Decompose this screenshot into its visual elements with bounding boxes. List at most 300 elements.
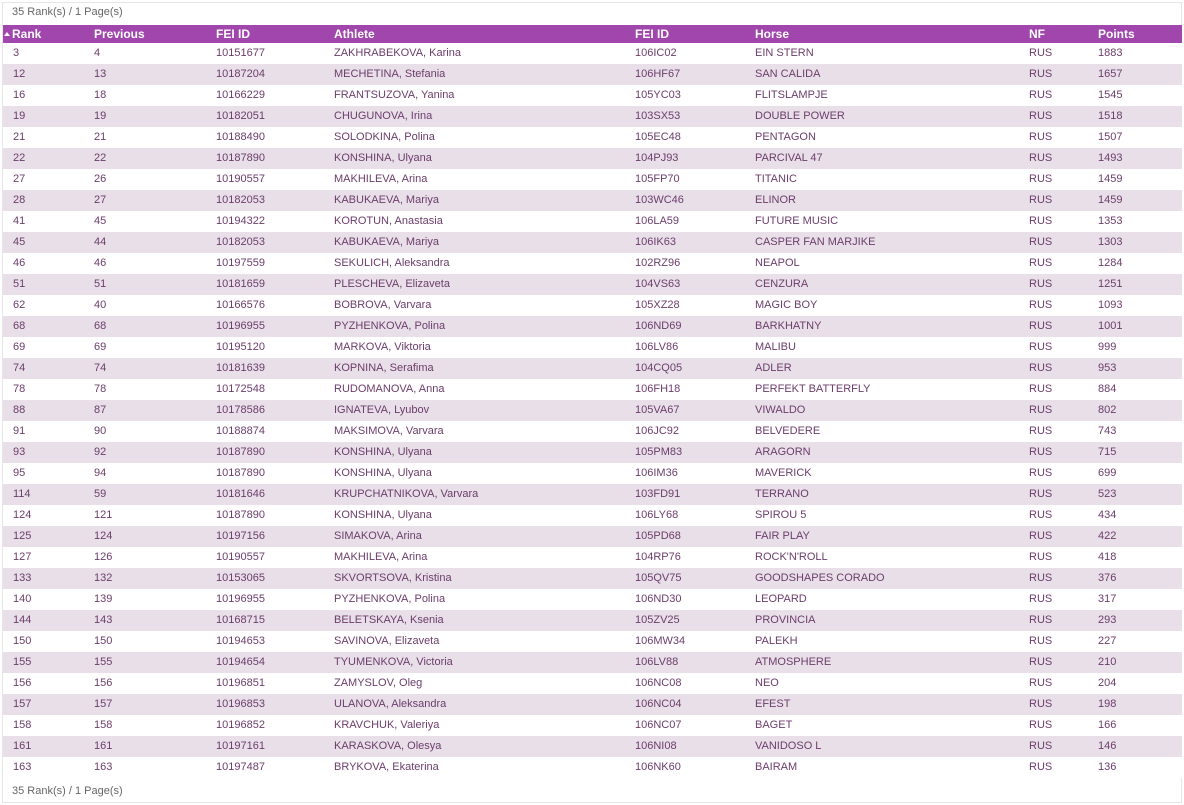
cell-horse-fei-id[interactable]: 105VA67	[635, 404, 680, 416]
table-row[interactable]	[3, 400, 1182, 421]
cell-rank: 27	[13, 173, 26, 185]
cell-horse[interactable]: BARKHATNY	[755, 320, 822, 332]
cell-horse[interactable]: LEOPARD	[755, 593, 807, 605]
cell-points: 1303	[1098, 236, 1123, 248]
cell-athlete-fei-id[interactable]: 10182053	[216, 236, 265, 248]
cell-previous: 132	[94, 572, 113, 584]
cell-points: 1284	[1098, 257, 1123, 269]
column-header-horse[interactable]: Horse	[755, 27, 790, 41]
cell-previous: 59	[94, 488, 107, 500]
cell-athlete-fei-id[interactable]: 10153065	[216, 572, 265, 584]
cell-athlete-fei-id[interactable]: 10187890	[216, 446, 265, 458]
cell-athlete-fei-id[interactable]: 10178586	[216, 404, 265, 416]
cell-rank: 156	[13, 677, 32, 689]
cell-athlete-fei-id[interactable]: 10194322	[216, 215, 265, 227]
table-row[interactable]	[3, 43, 1182, 64]
table-row[interactable]	[3, 274, 1182, 295]
cell-nf: RUS	[1029, 68, 1053, 80]
cell-horse[interactable]: PERFEKT BATTERFLY	[755, 383, 871, 395]
table-row[interactable]	[3, 316, 1182, 337]
cell-athlete[interactable]: FRANTSUZOVA, Yanina	[334, 89, 455, 101]
cell-horse-fei-id[interactable]: 106LY68	[635, 509, 679, 521]
cell-nf: RUS	[1029, 299, 1053, 311]
cell-nf: RUS	[1029, 740, 1053, 752]
table-row[interactable]	[3, 736, 1182, 757]
cell-athlete[interactable]: SIMAKOVA, Arina	[334, 530, 422, 542]
cell-horse-fei-id[interactable]: 103FD91	[635, 488, 681, 500]
cell-athlete[interactable]: KARASKOVA, Olesya	[334, 740, 442, 752]
cell-previous: 158	[94, 719, 113, 731]
column-header-points[interactable]: Points	[1098, 27, 1135, 41]
cell-nf: RUS	[1029, 257, 1053, 269]
cell-horse-fei-id[interactable]: 105QV75	[635, 572, 682, 584]
cell-points: 1518	[1098, 110, 1123, 122]
cell-nf: RUS	[1029, 551, 1053, 563]
table-row[interactable]	[3, 295, 1182, 316]
cell-nf: RUS	[1029, 488, 1053, 500]
cell-horse[interactable]: VANIDOSO L	[755, 740, 822, 752]
cell-athlete[interactable]: KABUKAEVA, Mariya	[334, 194, 439, 206]
cell-previous: 121	[94, 509, 113, 521]
cell-nf: RUS	[1029, 719, 1053, 731]
cell-horse-fei-id[interactable]: 105PM83	[635, 446, 683, 458]
cell-athlete-fei-id[interactable]: 10196851	[216, 677, 265, 689]
table-row[interactable]	[3, 190, 1182, 211]
cell-nf: RUS	[1029, 614, 1053, 626]
cell-horse[interactable]: SPIROU 5	[755, 509, 807, 521]
cell-athlete-fei-id[interactable]: 10187890	[216, 467, 265, 479]
cell-athlete[interactable]: SKVORTSOVA, Kristina	[334, 572, 452, 584]
cell-horse-fei-id[interactable]: 106NI08	[635, 740, 677, 752]
cell-athlete[interactable]: MAKSIMOVA, Varvara	[334, 425, 444, 437]
cell-previous: 155	[94, 656, 113, 668]
cell-horse-fei-id[interactable]: 106JC92	[635, 425, 680, 437]
cell-previous: 94	[94, 467, 107, 479]
table-row[interactable]	[3, 421, 1182, 442]
table-row[interactable]	[3, 442, 1182, 463]
table-row[interactable]	[3, 64, 1182, 85]
cell-athlete[interactable]: KABUKAEVA, Mariya	[334, 236, 439, 248]
cell-previous: 19	[94, 110, 107, 122]
cell-horse-fei-id[interactable]: 106LV86	[635, 341, 679, 353]
cell-athlete-fei-id[interactable]: 10195120	[216, 341, 265, 353]
table-row[interactable]	[3, 505, 1182, 526]
cell-nf: RUS	[1029, 530, 1053, 542]
cell-athlete-fei-id[interactable]: 10187890	[216, 152, 265, 164]
cell-nf: RUS	[1029, 425, 1053, 437]
column-header-label: Rank	[12, 27, 42, 41]
cell-athlete[interactable]: KRAVCHUK, Valeriya	[334, 719, 440, 731]
cell-athlete-fei-id[interactable]: 10197156	[216, 530, 265, 542]
sort-ascending-icon[interactable]	[4, 32, 10, 36]
cell-nf: RUS	[1029, 341, 1053, 353]
cell-athlete-fei-id[interactable]: 10182053	[216, 194, 265, 206]
cell-nf: RUS	[1029, 509, 1053, 521]
cell-athlete[interactable]: ZAMYSLOV, Oleg	[334, 677, 423, 689]
cell-rank: 158	[13, 719, 32, 731]
cell-nf: RUS	[1029, 215, 1053, 227]
cell-points: 715	[1098, 446, 1117, 458]
cell-rank: 140	[13, 593, 32, 605]
table-row[interactable]	[3, 379, 1182, 400]
cell-athlete[interactable]: MARKOVA, Viktoria	[334, 341, 431, 353]
cell-rank: 88	[13, 404, 26, 416]
cell-athlete[interactable]: SAVINOVA, Elizaveta	[334, 635, 440, 647]
cell-previous: 157	[94, 698, 113, 710]
cell-points: 1883	[1098, 47, 1123, 59]
cell-horse-fei-id[interactable]: 106MW34	[635, 635, 686, 647]
cell-horse-fei-id[interactable]: 106LV88	[635, 656, 679, 668]
cell-horse[interactable]: FLITSLAMPJE	[755, 89, 828, 101]
cell-horse-fei-id[interactable]: 105FP70	[635, 173, 680, 185]
table-row[interactable]	[3, 337, 1182, 358]
cell-horse-fei-id[interactable]: 102RZ96	[635, 257, 681, 269]
cell-points: 1459	[1098, 173, 1123, 185]
cell-horse-fei-id[interactable]: 105YC03	[635, 89, 681, 101]
cell-horse[interactable]: PALEKH	[755, 635, 798, 647]
table-row[interactable]	[3, 127, 1182, 148]
cell-horse-fei-id[interactable]: 106IK63	[635, 236, 676, 248]
cell-rank: 93	[13, 446, 26, 458]
cell-athlete-fei-id[interactable]: 10166576	[216, 299, 265, 311]
table-row[interactable]	[3, 694, 1182, 715]
cell-points: 204	[1098, 677, 1117, 689]
cell-horse[interactable]: GOODSHAPES CORADO	[755, 572, 885, 584]
cell-athlete-fei-id[interactable]: 10197487	[216, 761, 265, 773]
cell-horse[interactable]: VIWALDO	[755, 404, 806, 416]
table-row[interactable]	[3, 484, 1182, 505]
cell-rank: 68	[13, 320, 26, 332]
cell-horse-fei-id[interactable]: 106NC07	[635, 719, 682, 731]
cell-athlete[interactable]: IGNATEVA, Lyubov	[334, 404, 430, 416]
column-header-athlete[interactable]: Athlete	[334, 27, 375, 41]
cell-rank: 78	[13, 383, 26, 395]
cell-horse-fei-id[interactable]: 106ND30	[635, 593, 682, 605]
cell-previous: 27	[94, 194, 107, 206]
cell-points: 802	[1098, 404, 1117, 416]
cell-points: 136	[1098, 761, 1117, 773]
cell-rank: 3	[13, 47, 20, 59]
table-row[interactable]	[3, 673, 1182, 694]
table-row[interactable]	[3, 463, 1182, 484]
ranking-table	[3, 25, 1182, 778]
cell-horse[interactable]: DOUBLE POWER	[755, 110, 845, 122]
table-row[interactable]	[3, 169, 1182, 190]
cell-horse[interactable]: EIN STERN	[755, 47, 814, 59]
table-row[interactable]	[3, 526, 1182, 547]
cell-horse[interactable]: BAIRAM	[755, 761, 798, 773]
cell-athlete-fei-id[interactable]: 10168715	[216, 614, 265, 626]
cell-athlete[interactable]: KRUPCHATNIKOVA, Varvara	[334, 488, 479, 500]
cell-rank: 155	[13, 656, 32, 668]
cell-athlete[interactable]: KOPNINA, Serafima	[334, 362, 434, 374]
ranking-table-body	[3, 43, 1182, 778]
cell-rank: 95	[13, 467, 26, 479]
cell-athlete[interactable]: SEKULICH, Aleksandra	[334, 257, 450, 269]
cell-horse[interactable]: MAGIC BOY	[755, 299, 818, 311]
cell-points: 1459	[1098, 194, 1123, 206]
table-row[interactable]	[3, 547, 1182, 568]
cell-nf: RUS	[1029, 656, 1053, 668]
cell-rank: 16	[13, 89, 26, 101]
cell-nf: RUS	[1029, 698, 1053, 710]
cell-rank: 28	[13, 194, 26, 206]
cell-horse[interactable]: MALIBU	[755, 341, 796, 353]
cell-rank: 22	[13, 152, 26, 164]
table-row[interactable]	[3, 652, 1182, 673]
cell-athlete[interactable]: BRYKOVA, Ekaterina	[334, 761, 439, 773]
cell-athlete[interactable]: SOLODKINA, Polina	[334, 131, 435, 143]
cell-points: 953	[1098, 362, 1117, 374]
cell-nf: RUS	[1029, 278, 1053, 290]
cell-rank: 161	[13, 740, 32, 752]
cell-rank: 74	[13, 362, 26, 374]
cell-nf: RUS	[1029, 47, 1053, 59]
cell-horse-fei-id[interactable]: 106NC08	[635, 677, 682, 689]
cell-athlete[interactable]: BELETSKAYA, Ksenia	[334, 614, 444, 626]
table-row[interactable]	[3, 631, 1182, 652]
cell-nf: RUS	[1029, 131, 1053, 143]
table-row[interactable]	[3, 148, 1182, 169]
cell-horse-fei-id[interactable]: 106ND69	[635, 320, 682, 332]
cell-horse-fei-id[interactable]: 104RP76	[635, 551, 681, 563]
cell-horse[interactable]: CASPER FAN MARJIKE	[755, 236, 876, 248]
cell-previous: 139	[94, 593, 113, 605]
cell-horse-fei-id[interactable]: 104CQ05	[635, 362, 683, 374]
cell-points: 999	[1098, 341, 1117, 353]
cell-athlete[interactable]: KONSHINA, Ulyana	[334, 467, 432, 479]
cell-points: 1353	[1098, 215, 1123, 227]
table-row[interactable]	[3, 757, 1182, 778]
cell-rank: 69	[13, 341, 26, 353]
cell-previous: 87	[94, 404, 107, 416]
cell-rank: 21	[13, 131, 26, 143]
cell-previous: 69	[94, 341, 107, 353]
cell-points: 293	[1098, 614, 1117, 626]
cell-athlete-fei-id[interactable]: 10196955	[216, 320, 265, 332]
cell-athlete[interactable]: CHUGUNOVA, Irina	[334, 110, 433, 122]
table-header-row	[3, 25, 1182, 43]
cell-horse[interactable]: NEAPOL	[755, 257, 800, 269]
cell-athlete-fei-id[interactable]: 10190557	[216, 551, 265, 563]
cell-athlete[interactable]: PLESCHEVA, Elizaveta	[334, 278, 450, 290]
cell-horse[interactable]: EFEST	[755, 698, 791, 710]
cell-athlete[interactable]: ZAKHRABEKOVA, Karina	[334, 47, 461, 59]
cell-horse[interactable]: NEO	[755, 677, 779, 689]
cell-previous: 156	[94, 677, 113, 689]
cell-nf: RUS	[1029, 362, 1053, 374]
cell-athlete-fei-id[interactable]: 10196955	[216, 593, 265, 605]
cell-nf: RUS	[1029, 761, 1053, 773]
cell-previous: 45	[94, 215, 107, 227]
cell-previous: 124	[94, 530, 113, 542]
cell-athlete-fei-id[interactable]: 10188490	[216, 131, 265, 143]
table-row[interactable]	[3, 253, 1182, 274]
cell-horse-fei-id[interactable]: 105EC48	[635, 131, 681, 143]
cell-points: 434	[1098, 509, 1117, 521]
cell-horse-fei-id[interactable]: 106IM36	[635, 467, 678, 479]
cell-previous: 40	[94, 299, 107, 311]
cell-horse-fei-id[interactable]: 106HF67	[635, 68, 681, 80]
cell-points: 227	[1098, 635, 1117, 647]
cell-horse-fei-id[interactable]: 106NC04	[635, 698, 682, 710]
cell-athlete-fei-id[interactable]: 10151677	[216, 47, 265, 59]
column-header-athlete-fei-id[interactable]: FEI ID	[216, 27, 251, 41]
cell-rank: 133	[13, 572, 32, 584]
cell-points: 1545	[1098, 89, 1123, 101]
cell-horse[interactable]: BAGET	[755, 719, 793, 731]
cell-previous: 78	[94, 383, 107, 395]
cell-athlete[interactable]: RUDOMANOVA, Anna	[334, 383, 445, 395]
table-row[interactable]	[3, 715, 1182, 736]
cell-nf: RUS	[1029, 110, 1053, 122]
cell-nf: RUS	[1029, 152, 1053, 164]
column-header-horse-fei-id[interactable]: FEI ID	[635, 27, 670, 41]
cell-athlete-fei-id[interactable]: 10188874	[216, 425, 265, 437]
cell-athlete[interactable]: ULANOVA, Aleksandra	[334, 698, 447, 710]
cell-horse[interactable]: TITANIC	[755, 173, 797, 185]
cell-horse[interactable]: ATMOSPHERE	[755, 656, 832, 668]
cell-rank: 62	[13, 299, 26, 311]
table-row[interactable]	[3, 610, 1182, 631]
cell-nf: RUS	[1029, 383, 1053, 395]
cell-nf: RUS	[1029, 320, 1053, 332]
cell-horse-fei-id[interactable]: 106NK60	[635, 761, 681, 773]
cell-athlete[interactable]: MAKHILEVA, Arina	[334, 173, 428, 185]
cell-nf: RUS	[1029, 194, 1053, 206]
cell-athlete-fei-id[interactable]: 10166229	[216, 89, 265, 101]
cell-points: 376	[1098, 572, 1117, 584]
cell-horse-fei-id[interactable]: 104PJ93	[635, 152, 679, 164]
cell-athlete-fei-id[interactable]: 10194654	[216, 656, 265, 668]
cell-horse[interactable]: PROVINCIA	[755, 614, 816, 626]
cell-previous: 163	[94, 761, 113, 773]
cell-points: 1001	[1098, 320, 1123, 332]
cell-points: 317	[1098, 593, 1117, 605]
cell-nf: RUS	[1029, 467, 1053, 479]
cell-horse-fei-id[interactable]: 106LA59	[635, 215, 680, 227]
cell-athlete-fei-id[interactable]: 10181646	[216, 488, 265, 500]
cell-horse[interactable]: MAVERICK	[755, 467, 812, 479]
cell-horse[interactable]: ADLER	[755, 362, 792, 374]
cell-nf: RUS	[1029, 572, 1053, 584]
cell-horse-fei-id[interactable]: 105XZ28	[635, 299, 680, 311]
cell-rank: 127	[13, 551, 32, 563]
pager-summary-bottom: 35 Rank(s) / 1 Page(s)	[12, 785, 123, 797]
cell-points: 146	[1098, 740, 1117, 752]
cell-nf: RUS	[1029, 173, 1053, 185]
cell-rank: 125	[13, 530, 32, 542]
cell-previous: 126	[94, 551, 113, 563]
table-row[interactable]	[3, 232, 1182, 253]
cell-athlete-fei-id[interactable]: 10187890	[216, 509, 265, 521]
cell-horse-fei-id[interactable]: 105PD68	[635, 530, 681, 542]
table-row[interactable]	[3, 106, 1182, 127]
cell-horse[interactable]: ELINOR	[755, 194, 796, 206]
cell-rank: 150	[13, 635, 32, 647]
cell-rank: 157	[13, 698, 32, 710]
column-header-rank[interactable]	[3, 25, 94, 43]
cell-horse[interactable]: TERRANO	[755, 488, 809, 500]
cell-horse-fei-id[interactable]: 106FH18	[635, 383, 681, 395]
cell-athlete[interactable]: KONSHINA, Ulyana	[334, 152, 432, 164]
table-row[interactable]	[3, 568, 1182, 589]
cell-points: 884	[1098, 383, 1117, 395]
cell-athlete-fei-id[interactable]: 10190557	[216, 173, 265, 185]
cell-previous: 13	[94, 68, 107, 80]
cell-athlete[interactable]: PYZHENKOVA, Polina	[334, 320, 446, 332]
cell-athlete[interactable]: KONSHINA, Ulyana	[334, 509, 432, 521]
cell-points: 166	[1098, 719, 1117, 731]
table-row[interactable]	[3, 85, 1182, 106]
cell-points: 743	[1098, 425, 1117, 437]
cell-previous: 46	[94, 257, 107, 269]
cell-athlete[interactable]: MECHETINA, Stefania	[334, 68, 446, 80]
table-row[interactable]	[3, 589, 1182, 610]
cell-horse-fei-id[interactable]: 103SX53	[635, 110, 681, 122]
cell-athlete-fei-id[interactable]: 10172548	[216, 383, 265, 395]
cell-athlete-fei-id[interactable]: 10196853	[216, 698, 265, 710]
cell-athlete-fei-id[interactable]: 10181639	[216, 362, 265, 374]
cell-athlete-fei-id[interactable]: 10197559	[216, 257, 265, 269]
cell-horse[interactable]: BELVEDERE	[755, 425, 821, 437]
cell-nf: RUS	[1029, 635, 1053, 647]
pager-summary-top: 35 Rank(s) / 1 Page(s)	[12, 6, 123, 18]
cell-horse-fei-id[interactable]: 105ZV25	[635, 614, 680, 626]
cell-horse[interactable]: FAIR PLAY	[755, 530, 810, 542]
cell-athlete-fei-id[interactable]: 10194653	[216, 635, 265, 647]
cell-athlete[interactable]: PYZHENKOVA, Polina	[334, 593, 446, 605]
cell-previous: 92	[94, 446, 107, 458]
cell-horse[interactable]: FUTURE MUSIC	[755, 215, 839, 227]
cell-athlete-fei-id[interactable]: 10182051	[216, 110, 265, 122]
table-row[interactable]	[3, 358, 1182, 379]
cell-horse-fei-id[interactable]: 103WC46	[635, 194, 684, 206]
cell-horse[interactable]: PENTAGON	[755, 131, 816, 143]
cell-rank: 144	[13, 614, 32, 626]
cell-nf: RUS	[1029, 593, 1053, 605]
column-header-nf[interactable]: NF	[1029, 27, 1045, 41]
cell-points: 1657	[1098, 68, 1123, 80]
cell-athlete-fei-id[interactable]: 10187204	[216, 68, 265, 80]
cell-athlete[interactable]: KONSHINA, Ulyana	[334, 446, 432, 458]
cell-athlete[interactable]: MAKHILEVA, Arina	[334, 551, 428, 563]
cell-previous: 44	[94, 236, 107, 248]
cell-horse[interactable]: PARCIVAL 47	[755, 152, 823, 164]
cell-rank: 19	[13, 110, 26, 122]
cell-horse-fei-id[interactable]: 106IC02	[635, 47, 677, 59]
cell-athlete[interactable]: BOBROVA, Varvara	[334, 299, 432, 311]
cell-athlete[interactable]: KOROTUN, Anastasia	[334, 215, 443, 227]
cell-nf: RUS	[1029, 677, 1053, 689]
cell-horse[interactable]: CENZURA	[755, 278, 809, 290]
cell-horse-fei-id[interactable]: 104VS63	[635, 278, 681, 290]
cell-athlete-fei-id[interactable]: 10197161	[216, 740, 265, 752]
cell-points: 523	[1098, 488, 1117, 500]
cell-previous: 26	[94, 173, 107, 185]
cell-horse[interactable]: ROCK'N'ROLL	[755, 551, 828, 563]
column-header-previous[interactable]: Previous	[94, 27, 145, 41]
cell-athlete-fei-id[interactable]: 10181659	[216, 278, 265, 290]
cell-horse[interactable]: SAN CALIDA	[755, 68, 821, 80]
cell-nf: RUS	[1029, 236, 1053, 248]
cell-athlete[interactable]: TYUMENKOVA, Victoria	[334, 656, 453, 668]
cell-points: 699	[1098, 467, 1117, 479]
cell-horse[interactable]: ARAGORN	[755, 446, 811, 458]
table-row[interactable]	[3, 211, 1182, 232]
cell-nf: RUS	[1029, 446, 1053, 458]
cell-athlete-fei-id[interactable]: 10196852	[216, 719, 265, 731]
